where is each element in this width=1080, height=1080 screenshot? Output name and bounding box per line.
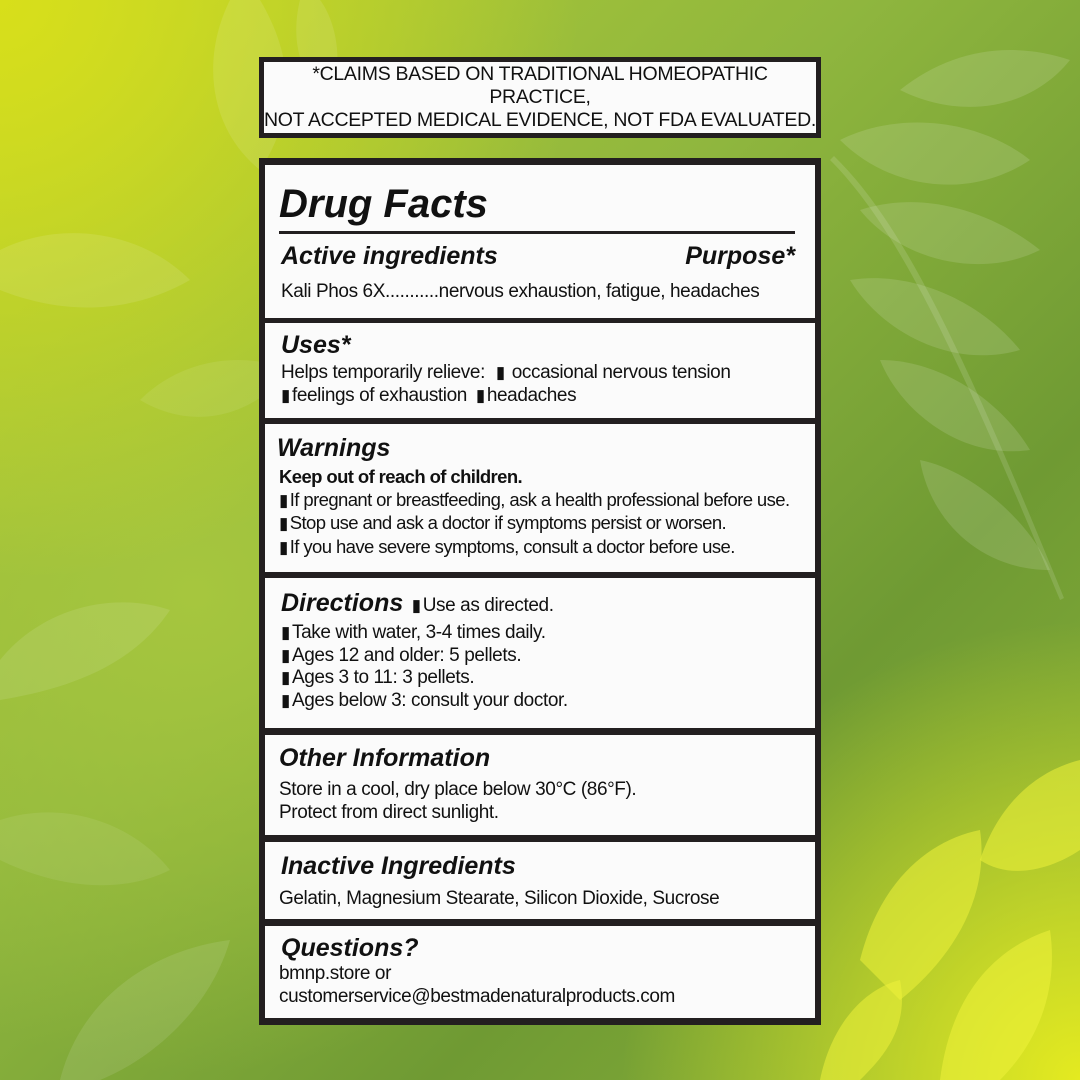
directions-list xyxy=(281,622,568,712)
uses-intro: Helps temporarily relieve: xyxy=(281,362,485,383)
leaf-decoration xyxy=(0,812,170,885)
bullet-icon: ▮ xyxy=(281,385,290,405)
inactive-ingredients-heading: Inactive Ingredients xyxy=(281,852,516,880)
bullet-icon: ▮ xyxy=(475,385,485,405)
bullet-icon: ▮ xyxy=(281,668,290,687)
inactive-ingredients-section xyxy=(265,842,815,919)
directions-heading: Directions xyxy=(281,589,404,617)
leaf-decoration xyxy=(0,602,170,700)
bullet-icon: ▮ xyxy=(281,623,290,642)
warnings-section xyxy=(265,424,815,572)
title-rule xyxy=(279,231,795,234)
bullet-icon: ▮ xyxy=(281,645,290,665)
sunlight-line: Protect from direct sunlight. xyxy=(279,801,499,823)
leaf-decoration xyxy=(840,123,1030,185)
disclaimer-line-1: *CLAIMS BASED ON TRADITIONAL HOMEOPATHIC PRACTICE, xyxy=(312,63,768,108)
other-information-heading: Other Information xyxy=(279,744,491,772)
uses-item: occasional nervous tension xyxy=(511,362,731,383)
leaf-decoration xyxy=(940,930,1052,1080)
directions-section xyxy=(265,578,815,728)
purpose-heading: Purpose* xyxy=(685,242,795,270)
uses-item: headaches xyxy=(486,384,577,406)
bullet-icon: ▮ xyxy=(279,514,288,533)
questions-section xyxy=(265,926,815,1018)
customer-service-email-link[interactable]: customerservice@bestmadenaturalproducts.com xyxy=(279,985,675,1007)
bullet-icon: ▮ xyxy=(281,690,290,710)
uses-text xyxy=(281,362,731,407)
disclaimer-line-2: NOT ACCEPTED MEDICAL EVIDENCE, NOT FDA EVALUATED. xyxy=(264,109,817,131)
leaf-decoration xyxy=(880,360,1030,451)
leaf-decoration xyxy=(900,50,1070,107)
direction-item: Ages below 3: consult your doctor. xyxy=(291,689,568,711)
bullet-icon: ▮ xyxy=(279,490,288,510)
inactive-ingredients-text: Gelatin, Magnesium Stearate, Silicon Dioxide, Sucrose xyxy=(279,888,720,909)
other-information-section xyxy=(265,735,815,835)
warning-item: Stop use and ask a doctor if symptoms persist or worsen. xyxy=(289,512,727,533)
active-ingredients-heading: Active ingredients xyxy=(281,242,498,270)
bullet-icon: ▮ xyxy=(411,596,421,615)
questions-heading: Questions? xyxy=(281,934,419,962)
storage-line: Store in a cool, dry place below 30°C (86°F). xyxy=(279,779,637,800)
disclaimer-box xyxy=(259,57,821,138)
leaf-decoration xyxy=(60,940,230,1080)
keep-out-warning: Keep out of reach of children. xyxy=(279,466,523,487)
direction-item: Ages 12 and older: 5 pellets. xyxy=(291,644,522,666)
bullet-icon: ▮ xyxy=(279,537,288,557)
active-ingredient-line: Kali Phos 6X...........nervous exhaustion, fatigue, headaches xyxy=(281,281,760,302)
uses-item: feelings of exhaustion xyxy=(291,384,467,406)
leaf-decoration xyxy=(820,980,902,1080)
questions-text xyxy=(279,963,675,1008)
direction-first: Use as directed. xyxy=(422,595,554,616)
directions-first-row xyxy=(281,588,554,618)
warnings-heading: Warnings xyxy=(277,434,391,462)
other-information-text xyxy=(279,779,636,824)
direction-item: Ages 3 to 11: 3 pellets. xyxy=(291,667,475,688)
active-ingredients-section xyxy=(265,165,815,318)
bullet-icon: ▮ xyxy=(495,363,505,382)
warning-item: If pregnant or breastfeeding, ask a health professional before use. xyxy=(289,488,790,510)
drug-facts-panel xyxy=(259,158,821,1025)
uses-heading: Uses* xyxy=(281,331,351,359)
warning-item: If you have severe symptoms, consult a doctor before use. xyxy=(289,535,735,557)
drug-facts-title: Drug Facts xyxy=(279,182,488,226)
uses-section xyxy=(265,323,815,418)
direction-item: Take with water, 3-4 times daily. xyxy=(291,622,546,643)
store-website-link[interactable]: bmnp.store or xyxy=(279,963,392,984)
leaf-decoration xyxy=(0,233,190,307)
warnings-text xyxy=(279,466,790,559)
leaf-decoration xyxy=(980,760,1080,871)
leaf-decoration xyxy=(920,460,1050,570)
leaf-decoration xyxy=(860,830,982,1000)
